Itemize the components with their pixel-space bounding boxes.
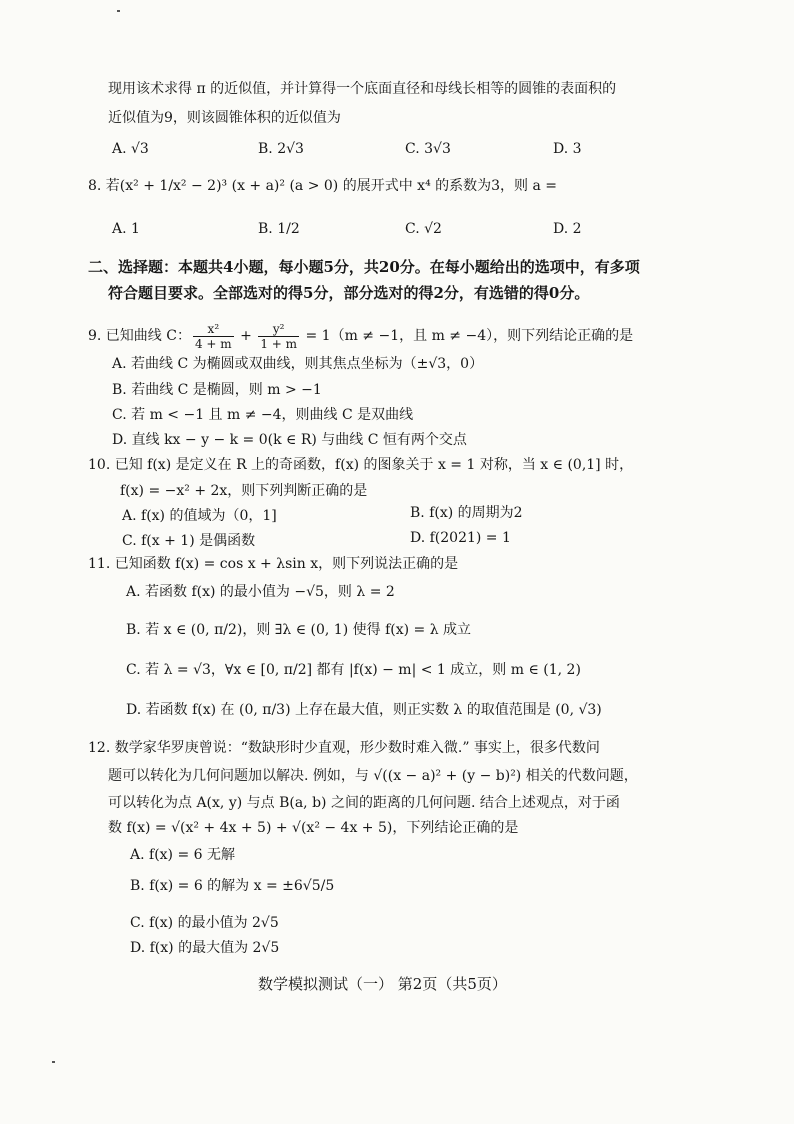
- q9-option-d: D. 直线 kx − y − k = 0(k ∈ R) 与曲线 C 恒有两个交点: [112, 432, 467, 448]
- scan-speck: [117, 10, 120, 12]
- q9-stem-pre: 9. 已知曲线 C：: [88, 328, 191, 344]
- q10-option-c: C. f(x + 1) 是偶函数: [122, 533, 256, 549]
- scan-speck: [52, 1061, 55, 1063]
- q9-fraction-1: $\frac{\text{x²}}{4 + m}$: [194, 321, 232, 351]
- q8-option-b: B. 1/2: [258, 221, 300, 237]
- q7-option-b: B. 2√3: [258, 141, 304, 157]
- section-2-heading-line-1: 二、选择题：本题共4小题，每小题5分，共20分。在每小题给出的选项中，有多项: [88, 258, 640, 276]
- q11-option-a: A. 若函数 f(x) 的最小值为 −√5，则 λ = 2: [126, 584, 395, 600]
- q9-fraction-2: $\frac{\text{y²}}{1 + m}$: [260, 321, 298, 351]
- q11-option-b: B. 若 x ∈ (0, π/2)，则 ∃λ ∈ (0, 1) 使得 f(x) = λ 成立: [126, 622, 472, 638]
- section-2-heading-line-2: 符合题目要求。全部选对的得5分，部分选对的得2分，有选错的得0分。: [108, 284, 590, 302]
- q9-option-a: A. 若曲线 C 为椭圆或双曲线，则其焦点坐标为（±√3，0）: [112, 356, 484, 372]
- q11-option-d: D. 若函数 f(x) 在 (0, π/3) 上存在最大值，则正实数 λ 的取值范围是 (0, √3): [126, 702, 602, 718]
- q7-line-2: 近似值为9，则该圆锥体积的近似值为: [108, 110, 341, 126]
- q12-line-3: 可以转化为点 A(x, y) 与点 B(a, b) 之间的距离的几何问题. 结合上述观点，对于函: [108, 795, 620, 811]
- q10-stem-line-1: 10. 已知 f(x) 是定义在 R 上的奇函数，f(x) 的图象关于 x = 1 对称，当 x ∈ (0,1] 时，: [88, 457, 634, 473]
- q7-option-c: C. 3√3: [405, 141, 451, 157]
- q9-stem-post: = 1（m ≠ −1，且 m ≠ −4），则下列结论正确的是: [305, 328, 634, 344]
- q8-option-d: D. 2: [553, 221, 582, 237]
- q10-stem-line-2: f(x) = −x² + 2x，则下列判断正确的是: [120, 483, 368, 499]
- q10-option-d: D. f(2021) = 1: [410, 530, 511, 546]
- q12-line-4: 数 f(x) = √(x² + 4x + 5) + √(x² − 4x + 5)，下列结论正确的是: [108, 820, 519, 836]
- q9-stem: 9. 已知曲线 C： $\frac{\text{x²}}{4 + m}$ + $\frac{\text{y²}}{1 + m}$ = 1（m ≠ −1，且 m ≠ −4），则下列结论正确的是: [88, 321, 634, 351]
- q11-option-c: C. 若 λ = √3，∀x ∈ [0, π/2] 都有 |f(x) − m| < 1 成立，则 m ∈ (1, 2): [126, 662, 581, 678]
- q12-line-1: 12. 数学家华罗庚曾说：“数缺形时少直观，形少数时难入微.” 事实上，很多代数问: [88, 740, 600, 756]
- q12-line-2: 题可以转化为几何问题加以解决. 例如，与 √((x − a)² + (y − b)²) 相关的代数问题，: [108, 768, 638, 784]
- q7-option-d: D. 3: [553, 141, 582, 157]
- q12-option-a: A. f(x) = 6 无解: [130, 847, 235, 863]
- q8-option-c: C. √2: [405, 221, 442, 237]
- q8-option-a: A. 1: [112, 221, 140, 237]
- q9-option-c: C. 若 m < −1 且 m ≠ −4，则曲线 C 是双曲线: [112, 407, 414, 423]
- q10-option-a: A. f(x) 的值域为（0，1]: [122, 508, 277, 524]
- q11-stem: 11. 已知函数 f(x) = cos x + λsin x，则下列说法正确的是: [88, 556, 459, 572]
- q12-option-b: B. f(x) = 6 的解为 x = ±6√5/5: [130, 878, 335, 894]
- page-footer: 数学模拟测试（一） 第2页（共5页）: [258, 975, 507, 993]
- q7-line-1: 现用该术求得 π 的近似值，并计算得一个底面直径和母线长相等的圆锥的表面积的: [108, 81, 617, 97]
- q10-option-b: B. f(x) 的周期为2: [410, 505, 523, 521]
- q12-option-c: C. f(x) 的最小值为 2√5: [130, 915, 279, 931]
- q9-option-b: B. 若曲线 C 是椭圆，则 m > −1: [112, 382, 322, 398]
- q7-option-a: A. √3: [112, 141, 149, 157]
- q8-stem: 8. 若(x² + 1/x² − 2)³ (x + a)² (a > 0) 的展开式中 x⁴ 的系数为3，则 a =: [88, 178, 558, 194]
- q12-option-d: D. f(x) 的最大值为 2√5: [130, 940, 280, 956]
